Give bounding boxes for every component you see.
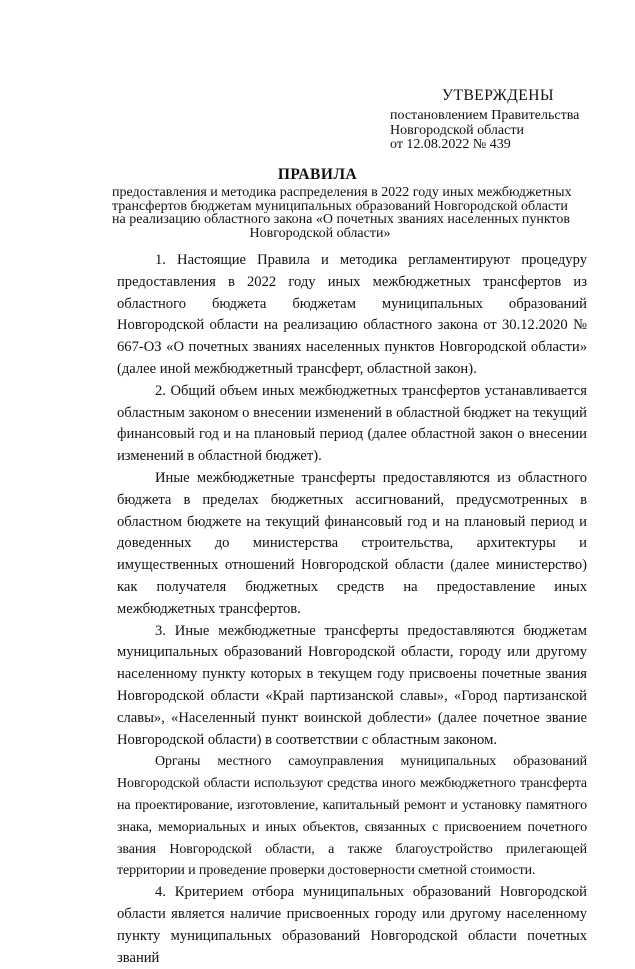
subtitle-line: Новгородской области» [249, 225, 391, 241]
document-body [117, 250, 587, 969]
approval-date-number: от 12.08.2022 № 439 [390, 137, 511, 152]
paragraph-1: 1. Настоящие Правила и методика регламентируют процедуру предоставления в 2022 году иных межбюджетных трансфертов из областного бюджета бюджетам муниципальных образований Новгородской области на реализацию областного закона от 30.12.2020 № 667-ОЗ «О почетных званиях населенных пунктов Новгородской области» (далее иной межбюджетный трансферт, областной закон). [117, 252, 587, 377]
subtitle-line: на реализацию областного закона «О почетных званиях населенных пунктов [112, 212, 570, 227]
approval-region: Новгородской области [390, 122, 524, 138]
document-title: ПРАВИЛА [277, 166, 358, 183]
approval-resolution: постановлением Правительства [390, 108, 580, 123]
paragraph-3: 3. Иные межбюджетные трансферты предоставляются бюджетам муниципальных образований Новгородской области, городу или другому населенному пункту которых в текущем году присвоены почетные звания Новгородской области «Край партизанской славы», «Город партизанской славы», «Населенный пункт воинской доблести» (далее почетное звание Новгородской области) в соответствии с областным законом. [117, 622, 587, 748]
paragraph-3-continued: Органы местного самоуправления муниципальных образований Новгородской области используют средства иного межбюджетного трансферта на проектирование, изготовление, капитальный ремонт и установку памятного знака, мемориальных и иных объектов, связанных с присвоением почетного звания Новгородской области, а также благоустройство прилегающей территории и проведение проверки достоверности сметной стоимости. [117, 754, 587, 879]
paragraph-2-continued: Иные межбюджетные трансферты предоставляются из областного бюджета в пределах бюджетных ассигнований, предусмотренных в областном бюджете на текущий финансовый год и на плановый период и доведенных до министерства строительства, архитектуры и имущественных отношений Новгородской области (далее министерство) как получателя бюджетных средств на предоставление иных межбюджетных трансфертов. [117, 469, 587, 617]
approval-block [390, 87, 620, 153]
document-subtitle [112, 185, 572, 241]
paragraph-2: 2. Общий объем иных межбюджетных трансфертов устанавливается областным законом о внесении изменений в областной бюджет на текущий финансовый год и на плановый период (далее областной закон о внесении изменений в областной бюджет). [117, 382, 587, 465]
paragraph-4: 4. Критерием отбора муниципальных образований Новгородской области является наличие присвоенных городу или другому населенному пункту муниципальных образований Новгородской области почетных званий [117, 884, 587, 966]
approval-title: УТВЕРЖДЕНЫ [442, 87, 554, 104]
subtitle-line: предоставления и методика распределения в 2022 году иных межбюджетных [112, 185, 572, 200]
subtitle-line: трансфертов бюджетам муниципальных образований Новгородской области [112, 198, 568, 214]
